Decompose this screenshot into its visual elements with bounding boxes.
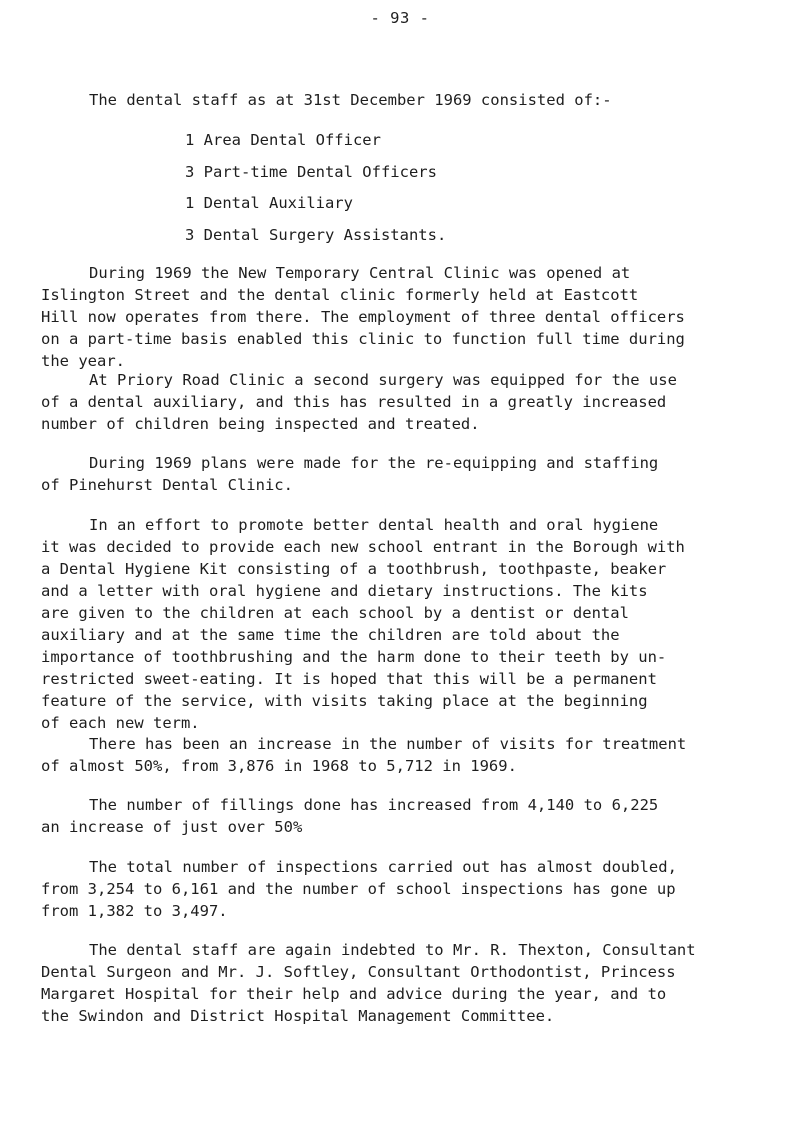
paragraph-acknowledgement: The dental staff are again indebted to Mr. R. Thexton, Consultant Dental Surgeon and Mr. J. Softley, Consultant Orthodontist, Princess Margaret Hospital for their help and advice during the year, and to the Swindon and District Hospital Management Committee. xyxy=(41,941,696,1025)
page-number: - 93 - xyxy=(370,9,430,27)
paragraph-visits: There has been an increase in the number of visits for treatment of almost 50%, from 3,876 in 1968 to 5,712 in 1969. xyxy=(41,735,687,775)
paragraph-inspections: The total number of inspections carried out has almost doubled, from 3,254 to 6,161 and the number of school inspections has gone up from 1,382 to 3,497. xyxy=(41,858,677,920)
paragraph-central-clinic: During 1969 the New Temporary Central Clinic was opened at Islington Street and the dental clinic formerly held at Eastcott Hill now operates from there. The employment of three dental officers on a part-time basis enabled this clinic to function full time during the year. xyxy=(41,264,685,370)
staff-item: 3 Part-time Dental Officers xyxy=(185,162,437,181)
paragraph-hygiene-kit: In an effort to promote better dental health and oral hygiene it was decided to provide each new school entrant in the Borough with a Dental Hygiene Kit consisting of a toothbrush, toothpaste, beaker and a letter with oral hygiene and dietary instructions. The kits are given to the children at each school by a dentist or dental auxiliary and at the same time the children are told about the importance of toothbrushing and the harm done to their teeth by un- restricted sweet-eating. It is hoped that this will be a permanent feature of the service, with visits taking place at the beginning of each new term. xyxy=(41,516,685,732)
staff-item: 3 Dental Surgery Assistants. xyxy=(185,225,447,244)
intro-line: The dental staff as at 31st December 1969 consisted of:- xyxy=(89,91,612,109)
paragraph-pinehurst: During 1969 plans were made for the re-equipping and staffing of Pinehurst Dental Clinic. xyxy=(41,454,659,494)
staff-item: 1 Dental Auxiliary xyxy=(185,194,353,212)
paragraph-priory-road: At Priory Road Clinic a second surgery was equipped for the use of a dental auxiliary, and this has resulted in a greatly increased number of children being inspected and treated. xyxy=(41,371,677,433)
paragraph-fillings: The number of fillings done has increased from 4,140 to 6,225 an increase of just over 50% xyxy=(41,796,659,836)
staff-list xyxy=(185,131,446,257)
staff-item: 1 Area Dental Officer xyxy=(185,131,381,149)
